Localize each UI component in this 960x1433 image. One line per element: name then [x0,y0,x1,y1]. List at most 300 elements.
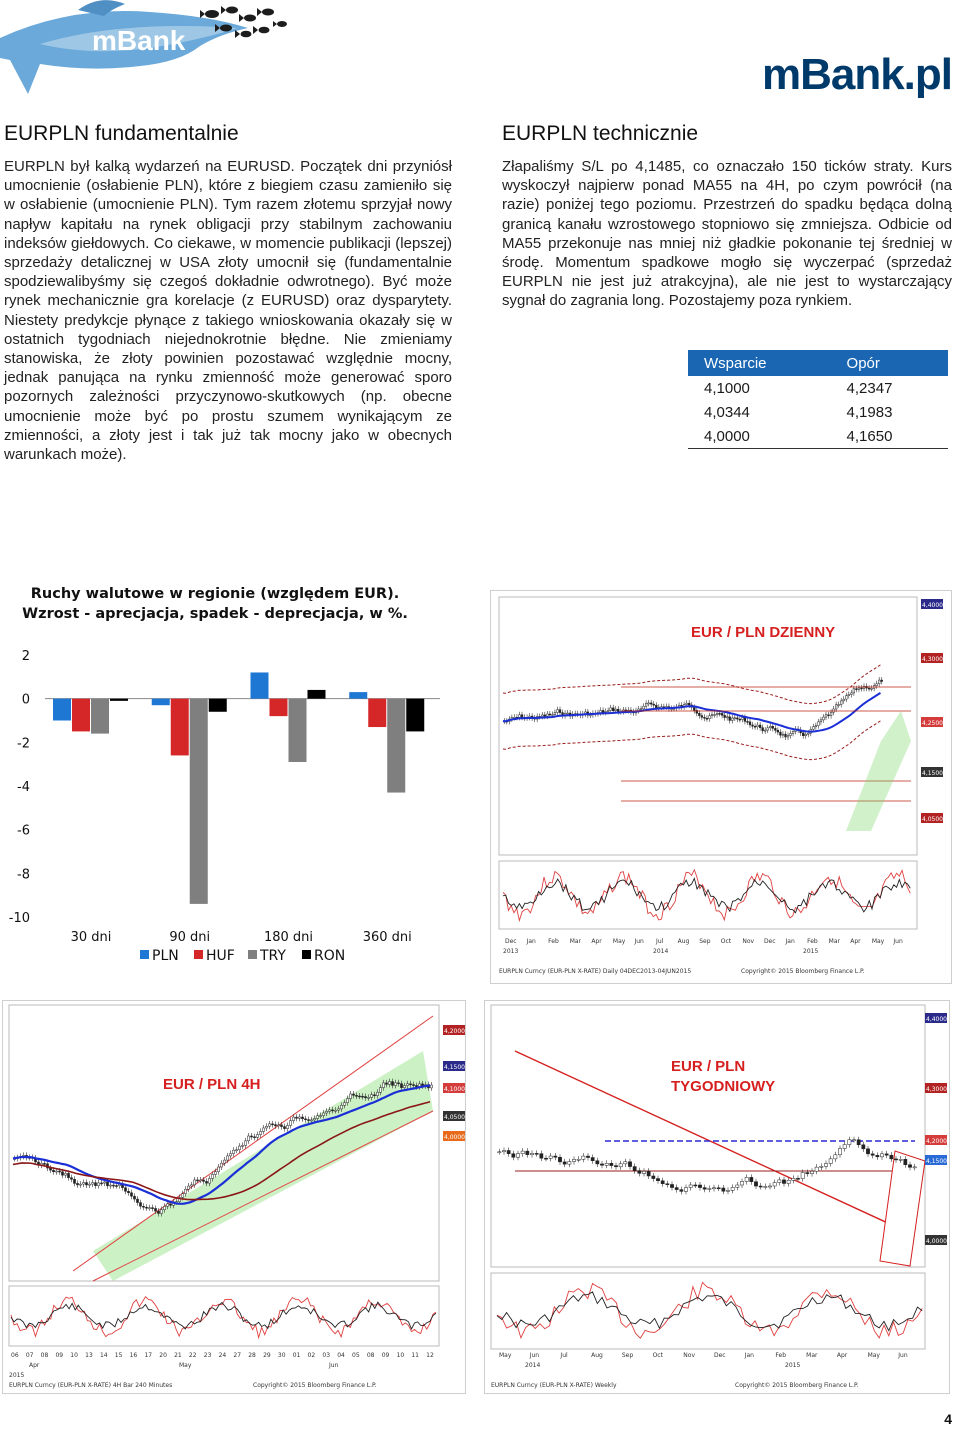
candle [838,1148,841,1154]
candle [109,1185,111,1186]
candle [328,1110,330,1111]
bar-ron [110,699,128,701]
candle [157,1211,159,1213]
candle [298,1117,300,1118]
x-axis-label: Sep [621,1352,634,1359]
candle [154,1208,156,1211]
candle [792,731,794,733]
candle [829,1159,832,1164]
candle [139,1203,141,1207]
candle [226,1156,228,1160]
candle [876,684,878,686]
candle [830,712,832,715]
candle [843,1145,846,1149]
candle [754,726,756,727]
candle [757,725,759,727]
x-axis-label: 14 [99,1352,108,1359]
candle [812,727,814,729]
candle [600,710,602,712]
x-axis-label: Dec [505,938,517,945]
candle [815,726,817,727]
price-tag-label: 4,4000 [926,1016,947,1023]
x-axis-label: Mar [569,938,582,945]
candle [876,1155,879,1157]
candle [787,1180,790,1183]
price-tag-label: 4,1500 [922,770,943,777]
x-axis-label: Jul [560,1352,568,1359]
candle [818,722,820,726]
candle [97,1183,99,1186]
candle [796,1178,799,1179]
y-tick-label: -10 [8,911,30,926]
candle [742,718,744,720]
candle [642,1171,645,1173]
candle [802,733,804,736]
x-axis-label: 10 [70,1352,78,1359]
candle [722,1188,725,1191]
candle [394,1083,396,1086]
candle [250,1136,252,1137]
candle [313,1118,315,1119]
x-axis-label: Jun [529,1352,540,1359]
candle [367,1097,369,1098]
support-level: 4,1000 [704,379,750,397]
legend-label-try: TRY [260,948,286,964]
x-axis-label: Jun [893,938,903,945]
x-axis-label: 21 [174,1352,182,1359]
candle [304,1119,306,1120]
candle [701,716,703,718]
candle [806,1173,809,1174]
candle [787,736,789,737]
candle [199,1180,201,1181]
candle [731,1187,734,1190]
candle [85,1183,87,1185]
candle [666,1184,669,1185]
y-tick-label: -4 [17,780,30,795]
candle [280,1125,282,1127]
candle [774,728,776,730]
y-tick-label: -6 [17,823,30,839]
candle [277,1125,279,1126]
x-axis-label: Apr [836,1352,848,1359]
candle [780,732,782,735]
candle [605,1163,608,1165]
candle [541,715,543,717]
h4-footer-left: EURPLN Curncy (EUR-PLN X-RATE) 4H Bar 240 Minutes [9,1382,173,1389]
candle [361,1096,363,1097]
bar-try [289,699,307,762]
candle [591,1158,594,1161]
x-axis-label: 08 [40,1352,49,1359]
candle [400,1084,402,1088]
y-tick-label: 2 [21,649,30,664]
bar-ron [406,699,424,732]
candle [726,717,728,718]
candle [698,1185,701,1188]
candle [890,1155,893,1159]
candle [247,1136,249,1141]
candle [680,1190,683,1192]
x-axis-label: 11 [411,1352,419,1359]
candle [740,1181,743,1185]
price-tag-label: 4,0000 [926,1238,947,1245]
price-tag-label: 4,3000 [926,1086,947,1093]
x-axis-label: Jun [634,938,644,945]
fundamental-title: EURPLN fundamentalnie [4,122,239,145]
candle [112,1185,114,1186]
candle [602,710,604,712]
candle [719,713,721,714]
candle [502,1150,505,1151]
month-label: May [179,1362,192,1369]
candle [259,1131,261,1134]
levels-table [688,350,948,449]
candle [94,1183,96,1186]
year-label: 2015 [785,1362,801,1369]
candle [840,701,842,705]
candle [358,1096,360,1097]
candle [406,1084,408,1086]
candle [856,689,858,690]
candle [160,1210,162,1214]
candle [807,733,809,734]
x-axis-label: Mar [806,1352,818,1359]
candle [619,1164,622,1167]
candle [519,715,521,718]
candle [271,1124,273,1125]
candle [648,703,650,704]
candle [73,1179,75,1183]
candle [220,1163,222,1167]
candle [289,1121,291,1126]
candle [552,714,554,715]
candle [352,1094,354,1095]
x-axis-label: 06 [11,1352,19,1359]
candle [133,1196,135,1199]
candle [650,703,652,704]
candle [349,1094,351,1099]
bar-ron [209,699,227,712]
candle [759,725,761,728]
candle [166,1204,168,1206]
x-axis-label: Dec [763,938,776,945]
eurpln-weekly-chart [484,1000,950,1394]
legend-swatch-try [248,950,257,959]
candle [79,1184,81,1185]
category-label: 360 dni [362,930,412,945]
price-tag-label: 4,0000 [444,1134,465,1141]
candle [633,1167,636,1171]
year-label: 2015 [9,1372,25,1379]
x-axis-label: Oct [652,1352,663,1359]
candle [535,1153,538,1154]
candle [600,1164,603,1165]
x-axis-label: 13 [85,1352,93,1359]
resistance-level: 4,1983 [846,403,893,421]
candle [385,1083,387,1084]
daily-chart-label: EUR / PLN DZIENNY [691,624,836,641]
candle [549,714,551,715]
candle [843,699,845,701]
x-axis-label: Jul [656,938,664,945]
candle [151,1208,153,1209]
candle [853,689,855,693]
candle [388,1082,390,1085]
candle [397,1083,399,1084]
eurpln-4h-chart [2,1000,466,1394]
candle [292,1117,294,1121]
x-axis-label: 28 [248,1352,256,1359]
x-axis-label: 16 [129,1352,138,1359]
candle [698,713,700,715]
candle [544,1158,547,1159]
year-label: 2015 [803,948,819,955]
candle [610,708,612,711]
candle [415,1085,417,1086]
candle [253,1137,255,1138]
candle [103,1182,105,1183]
x-axis-label: Feb [548,938,559,945]
candle [130,1193,132,1196]
legend-label-huf: HUF [206,948,235,964]
candle [148,1208,150,1209]
candle [301,1117,303,1119]
candle [516,1154,519,1158]
x-axis-label: 20 [159,1352,167,1359]
bar-huf [72,699,90,732]
candle [871,688,873,689]
candle [777,730,779,732]
candle [412,1085,414,1086]
chart-title: Ruchy walutowe w regionie (względem EUR). [30,586,400,602]
bar-ron [308,690,326,699]
candle [563,1162,566,1164]
candle [624,1162,627,1164]
candle [790,733,792,735]
candle [655,705,657,708]
candle [391,1082,393,1086]
candle [729,717,731,721]
candle [235,1150,237,1151]
candle [223,1160,225,1163]
x-axis-label: Jun [898,1352,908,1359]
candle [908,1165,911,1168]
candle [106,1182,108,1186]
candle [749,722,751,725]
bar-pln [53,699,71,721]
x-axis-label: Apr [591,938,602,945]
candle [596,1161,599,1164]
x-axis-label: 15 [114,1352,123,1359]
candle [845,696,847,700]
candle [885,1154,888,1155]
candle [582,1156,585,1159]
candle [734,718,736,719]
support-level: 4,0344 [704,403,750,421]
candle [325,1111,327,1113]
candle [721,713,723,715]
mbank-logo [0,0,300,105]
y-tick-label: -8 [17,867,30,883]
candle [773,1183,776,1186]
fundamental-text: EURPLN był kalką wydarzeń na EURUSD. Początek dni przyniósł umocnienie (osłabienie PLN), które z biegiem czasu zamieniło się w osłabienie (umocnienie PLN). Tym razem złotemu sprzyjał nowy napływ kapitału na rynek obligacji przy stabilnym zachowaniu indeksów giełdowych. Co ciekawe, w momencie publikacji (lepszej) sprzedaży detalicznej w USA złoty umocnił się (fundamentalnie spodziewalibyśmy się czegoś dokładnie odwrotnego). Być może rynek mechanicznie gra korelacje (z EURUSD) oraz dysparytety. Niestety predykcje płynące z takiego wnioskowania okazały się w ostatnich tygodniach niejednokrotnie błędne. Nie zmieniamy stanowiska, że złoty powinien pozostawać względnie mocny, jednak panująca na rynku zmienność może generować sporo pozornych zależności przyczynowo-skutkowych (np. obecne umocnienie może być po prostu szumem wynikającym ze zmienności, a złoty jest i tak już tak mocny jako w obecnych warunkach może). [4,158,452,464]
legend-swatch-huf [194,950,203,959]
candle [169,1204,171,1205]
candle [754,1182,757,1186]
candle [88,1184,90,1185]
price-tag-label: 4,1500 [444,1064,465,1071]
candle [530,1153,533,1154]
bar-try [190,699,208,904]
candle [256,1135,258,1138]
candle [731,718,733,720]
candle [526,1151,529,1155]
candle [286,1125,288,1128]
candle [769,726,771,727]
candle [750,1177,753,1181]
candle [858,688,860,689]
bar-huf [171,699,189,756]
candle [628,1162,631,1167]
x-axis-label: 04 [337,1352,345,1359]
x-axis-label: 07 [25,1352,34,1359]
candle [512,1154,515,1158]
y-tick-label: -2 [17,736,30,752]
x-axis-label: 17 [144,1352,153,1359]
weekly-footer-right: Copyright© 2015 Bloomberg Finance L.P. [735,1382,859,1389]
x-axis-label: 23 [203,1352,212,1359]
candle [70,1178,72,1180]
x-axis-label: 27 [233,1352,242,1359]
candle [196,1180,198,1181]
candle [653,704,655,705]
candle [268,1124,270,1126]
candle [835,705,837,709]
candle [612,708,614,711]
candle [540,1154,543,1159]
bar-pln [349,692,367,699]
candle [61,1172,63,1175]
x-axis-label: 03 [322,1352,331,1359]
x-axis-label: 05 [352,1352,360,1359]
candle [744,718,746,722]
candle [498,1152,501,1153]
candle [862,1145,865,1149]
candle [337,1109,339,1110]
candle [430,1085,432,1088]
candle [852,1140,855,1141]
candle [217,1167,219,1172]
x-axis-label: Nov [742,938,755,945]
candle [703,1188,706,1190]
candle [688,703,690,705]
candle [238,1146,240,1150]
candle [880,1154,883,1157]
candle [244,1141,246,1146]
candle [274,1125,276,1126]
bar-try [91,699,109,734]
candle [295,1117,297,1118]
candle [310,1120,312,1121]
candle [736,718,738,719]
year-label: 2014 [653,948,669,955]
candle [724,715,726,717]
candle [708,1188,711,1189]
candle [656,1179,659,1181]
candle [316,1116,318,1119]
candle [205,1181,207,1183]
candle [762,728,764,731]
candle [91,1183,93,1184]
x-axis-label: May [612,938,626,945]
legend-label-ron: RON [314,948,346,964]
candle [211,1174,213,1178]
price-tag-label: 4,0500 [922,816,943,823]
bar-try [387,699,405,793]
x-axis-label: Nov [683,1352,696,1359]
x-axis-label: May [867,1352,880,1359]
technical-title: EURPLN technicznie [502,122,699,145]
legend-swatch-ron [302,950,311,959]
category-label: 90 dni [169,930,211,945]
support-level: 4,0000 [688,424,831,449]
candle [838,705,840,706]
candle [586,1156,589,1157]
candle [558,1157,561,1162]
candle [868,688,870,689]
candle [382,1083,384,1088]
candle [638,1171,641,1174]
h4-chart-label: EUR / PLN 4H [163,1076,261,1093]
candle [409,1084,411,1085]
candle [322,1113,324,1116]
candle [229,1154,231,1156]
candle [772,726,774,728]
candle [647,1171,650,1176]
candle [712,1188,715,1189]
candle [878,680,880,684]
candle [184,1189,186,1193]
candle [208,1178,210,1183]
candle [136,1199,138,1202]
candle [820,1166,823,1167]
candle [567,713,569,714]
x-axis-label: 08 [366,1352,375,1359]
candle [549,1156,552,1158]
candle [64,1173,66,1175]
candle [187,1186,189,1189]
x-axis-label: Sep [699,938,711,945]
candle [815,1167,818,1171]
candle [764,1187,767,1188]
candle [202,1180,204,1181]
candle [214,1172,216,1175]
candle [745,1177,748,1181]
candle [559,710,561,713]
candle [58,1171,60,1172]
candle [716,713,718,714]
candle [661,1181,664,1184]
candle [805,734,807,736]
candle [283,1127,285,1129]
x-axis-label: Aug [591,1352,603,1359]
candle [610,1163,613,1165]
candle [709,716,711,719]
candle [241,1145,243,1146]
candle [904,1159,907,1164]
candle [747,721,749,722]
